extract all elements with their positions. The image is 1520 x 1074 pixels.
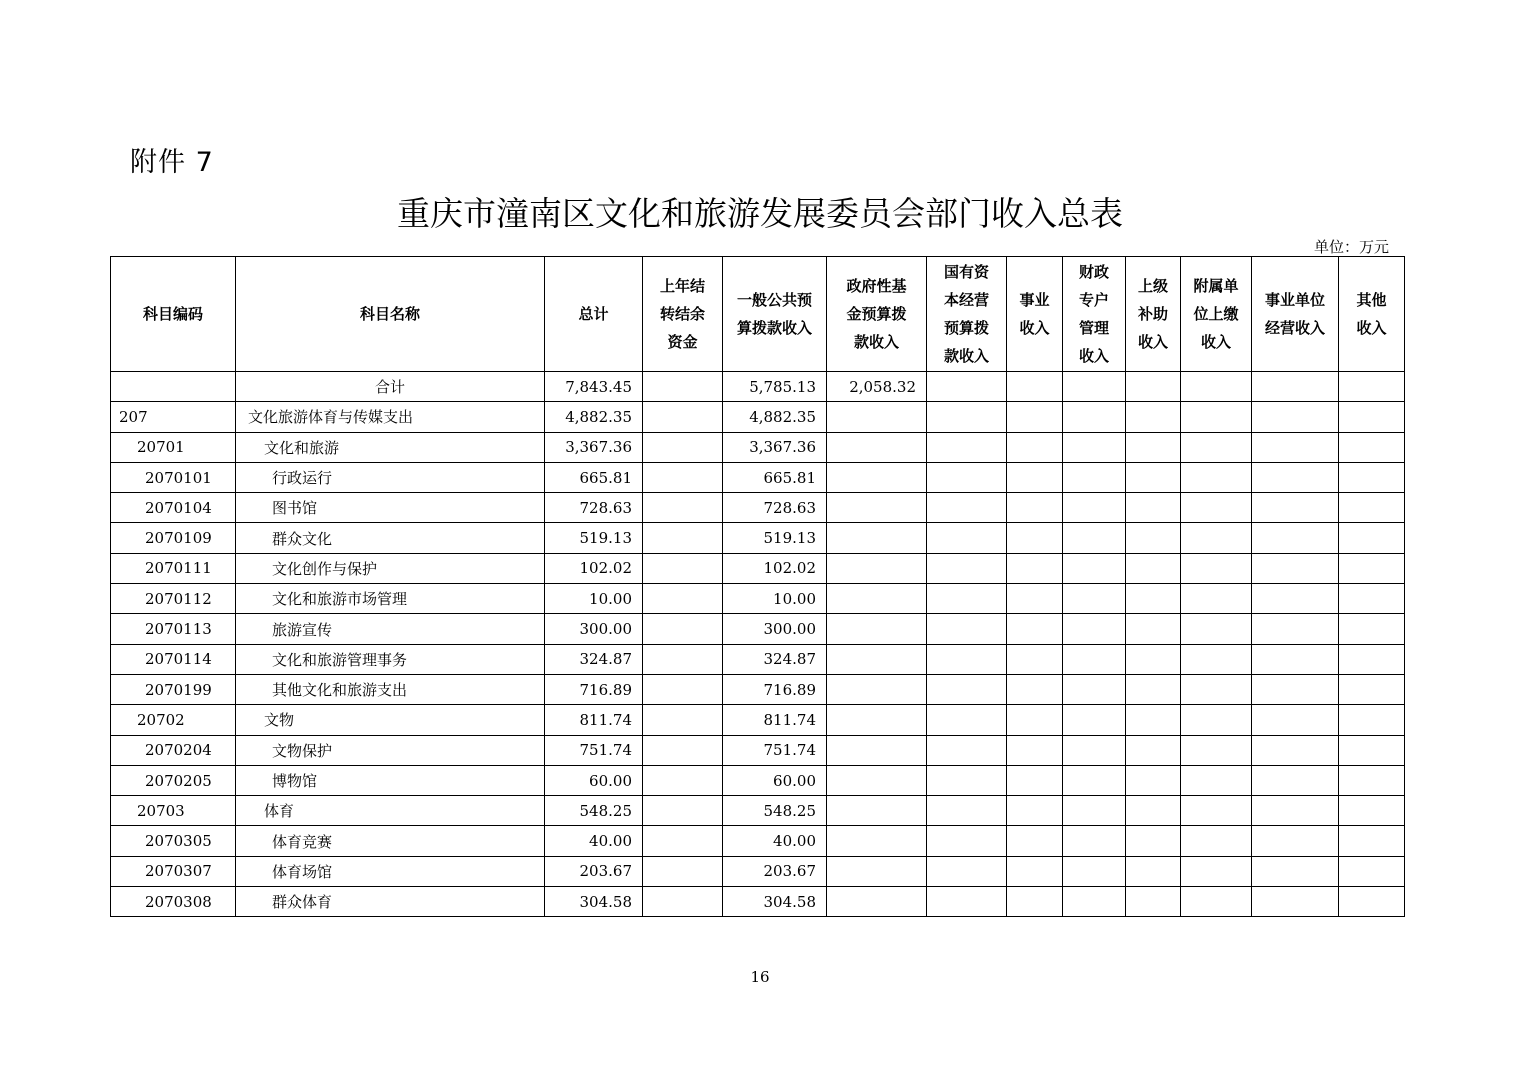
row-business-income: [1007, 856, 1063, 886]
row-general-budget: 751.74: [723, 735, 827, 765]
row-operating-income: [1252, 462, 1339, 492]
subject-code: 20703: [111, 796, 236, 826]
row-fiscal-account: [1063, 584, 1126, 614]
total-row: [111, 372, 1405, 402]
row-affiliate-income: [1181, 462, 1252, 492]
row-other-income: [1339, 432, 1405, 462]
table-row: [111, 614, 1405, 644]
row-state-capital: [927, 553, 1007, 583]
row-general-budget: 665.81: [723, 462, 827, 492]
row-gov-fund: [827, 887, 927, 917]
row-other-income: [1339, 523, 1405, 553]
table-row: [111, 523, 1405, 553]
row-total: 548.25: [545, 796, 643, 826]
row-superior-subsidy: [1126, 614, 1181, 644]
subject-code: 207: [111, 402, 236, 432]
row-gov-fund: [827, 735, 927, 765]
row-fiscal-account: [1063, 614, 1126, 644]
row-carryover: [643, 705, 723, 735]
row-operating-income: [1252, 432, 1339, 462]
subject-name: 文物保护: [236, 735, 545, 765]
row-state-capital: [927, 705, 1007, 735]
row-superior-subsidy: [1126, 674, 1181, 704]
table-row: [111, 402, 1405, 432]
row-superior-subsidy: [1126, 735, 1181, 765]
table-row: [111, 887, 1405, 917]
row-affiliate-income: [1181, 644, 1252, 674]
row-fiscal-account: [1063, 735, 1126, 765]
row-total: 4,882.35: [545, 402, 643, 432]
row-general-budget: 519.13: [723, 523, 827, 553]
row-state-capital: [927, 856, 1007, 886]
subject-name: 群众体育: [236, 887, 545, 917]
table-row: [111, 674, 1405, 704]
row-affiliate-income: [1181, 493, 1252, 523]
row-state-capital: [927, 826, 1007, 856]
row-other-income: [1339, 735, 1405, 765]
subject-code: 2070205: [111, 765, 236, 795]
row-operating-income: [1252, 523, 1339, 553]
row-general-budget: 716.89: [723, 674, 827, 704]
row-operating-income: [1252, 553, 1339, 583]
header-fiscal-account: 财政专户管理收入: [1063, 257, 1126, 372]
row-gov-fund: [827, 584, 927, 614]
row-fiscal-account: [1063, 826, 1126, 856]
subject-code: 2070308: [111, 887, 236, 917]
row-gov-fund: [827, 796, 927, 826]
row-total: 716.89: [545, 674, 643, 704]
row-gov-fund: [827, 826, 927, 856]
row-affiliate-income: [1181, 856, 1252, 886]
subject-code: 2070204: [111, 735, 236, 765]
row-total: 203.67: [545, 856, 643, 886]
total-general-budget: 5,785.13: [723, 372, 827, 402]
row-total: 3,367.36: [545, 432, 643, 462]
subject-code: 2070199: [111, 674, 236, 704]
row-carryover: [643, 856, 723, 886]
row-business-income: [1007, 402, 1063, 432]
row-state-capital: [927, 674, 1007, 704]
subject-name: 文化和旅游市场管理: [236, 584, 545, 614]
header-superior-subsidy: 上级补助收入: [1126, 257, 1181, 372]
row-carryover: [643, 553, 723, 583]
row-total: 728.63: [545, 493, 643, 523]
row-general-budget: 60.00: [723, 765, 827, 795]
table-header-row: [111, 257, 1405, 372]
header-state-capital: 国有资本经营预算拨款收入: [927, 257, 1007, 372]
table-row: [111, 796, 1405, 826]
row-operating-income: [1252, 887, 1339, 917]
row-affiliate-income: [1181, 826, 1252, 856]
table-row: [111, 432, 1405, 462]
row-total: 811.74: [545, 705, 643, 735]
row-state-capital: [927, 462, 1007, 492]
table-row: [111, 705, 1405, 735]
row-general-budget: 811.74: [723, 705, 827, 735]
subject-name: 博物馆: [236, 765, 545, 795]
row-affiliate-income: [1181, 553, 1252, 583]
row-business-income: [1007, 553, 1063, 583]
row-general-budget: 300.00: [723, 614, 827, 644]
row-state-capital: [927, 493, 1007, 523]
row-business-income: [1007, 584, 1063, 614]
row-gov-fund: [827, 765, 927, 795]
row-superior-subsidy: [1126, 493, 1181, 523]
total-code: [111, 372, 236, 402]
row-affiliate-income: [1181, 402, 1252, 432]
row-business-income: [1007, 887, 1063, 917]
row-state-capital: [927, 584, 1007, 614]
row-general-budget: 40.00: [723, 826, 827, 856]
table-row: [111, 462, 1405, 492]
row-general-budget: 728.63: [723, 493, 827, 523]
attachment-label: 附件 7: [130, 147, 214, 178]
subject-code: 2070305: [111, 826, 236, 856]
header-business-income: 事业收入: [1007, 257, 1063, 372]
row-other-income: [1339, 674, 1405, 704]
subject-name: 图书馆: [236, 493, 545, 523]
row-other-income: [1339, 644, 1405, 674]
row-gov-fund: [827, 553, 927, 583]
row-superior-subsidy: [1126, 402, 1181, 432]
subject-code: 20702: [111, 705, 236, 735]
subject-name: 文化旅游体育与传媒支出: [236, 402, 545, 432]
row-other-income: [1339, 462, 1405, 492]
row-business-income: [1007, 674, 1063, 704]
subject-name: 群众文化: [236, 523, 545, 553]
row-general-budget: 548.25: [723, 796, 827, 826]
row-operating-income: [1252, 705, 1339, 735]
subject-code: 2070111: [111, 553, 236, 583]
subject-name: 体育场馆: [236, 856, 545, 886]
header-total: 总计: [545, 257, 643, 372]
row-operating-income: [1252, 796, 1339, 826]
row-other-income: [1339, 493, 1405, 523]
row-state-capital: [927, 644, 1007, 674]
subject-code: 2070307: [111, 856, 236, 886]
row-operating-income: [1252, 856, 1339, 886]
row-other-income: [1339, 584, 1405, 614]
row-business-income: [1007, 705, 1063, 735]
row-carryover: [643, 584, 723, 614]
row-business-income: [1007, 523, 1063, 553]
header-subject-name: 科目名称: [236, 257, 545, 372]
row-operating-income: [1252, 644, 1339, 674]
row-gov-fund: [827, 523, 927, 553]
row-carryover: [643, 796, 723, 826]
row-superior-subsidy: [1126, 462, 1181, 492]
row-other-income: [1339, 826, 1405, 856]
subject-code: 2070109: [111, 523, 236, 553]
table-row: [111, 644, 1405, 674]
row-state-capital: [927, 432, 1007, 462]
subject-name: 文化和旅游管理事务: [236, 644, 545, 674]
row-state-capital: [927, 887, 1007, 917]
row-affiliate-income: [1181, 432, 1252, 462]
row-business-income: [1007, 493, 1063, 523]
row-gov-fund: [827, 705, 927, 735]
subject-name: 体育竞赛: [236, 826, 545, 856]
row-superior-subsidy: [1126, 705, 1181, 735]
total-label: 合计: [236, 372, 545, 402]
row-gov-fund: [827, 493, 927, 523]
row-fiscal-account: [1063, 887, 1126, 917]
table-row: [111, 584, 1405, 614]
income-summary-table: [110, 256, 1405, 917]
subject-code: 2070101: [111, 462, 236, 492]
row-gov-fund: [827, 432, 927, 462]
row-carryover: [643, 735, 723, 765]
header-carryover: 上年结转结余资金: [643, 257, 723, 372]
row-superior-subsidy: [1126, 553, 1181, 583]
row-total: 751.74: [545, 735, 643, 765]
row-affiliate-income: [1181, 765, 1252, 795]
header-subject-code: 科目编码: [111, 257, 236, 372]
row-superior-subsidy: [1126, 432, 1181, 462]
row-fiscal-account: [1063, 493, 1126, 523]
unit-label: 单位：万元: [1313, 238, 1389, 256]
row-operating-income: [1252, 735, 1339, 765]
row-total: 60.00: [545, 765, 643, 795]
table-row: [111, 493, 1405, 523]
row-other-income: [1339, 553, 1405, 583]
row-total: 10.00: [545, 584, 643, 614]
row-business-income: [1007, 735, 1063, 765]
subject-code: 20701: [111, 432, 236, 462]
row-carryover: [643, 432, 723, 462]
row-state-capital: [927, 614, 1007, 644]
row-total: 40.00: [545, 826, 643, 856]
row-operating-income: [1252, 493, 1339, 523]
row-fiscal-account: [1063, 402, 1126, 432]
row-fiscal-account: [1063, 705, 1126, 735]
header-gov-fund: 政府性基金预算拨款收入: [827, 257, 927, 372]
table-row: [111, 735, 1405, 765]
row-carryover: [643, 765, 723, 795]
row-business-income: [1007, 462, 1063, 492]
header-general-budget: 一般公共预算拨款收入: [723, 257, 827, 372]
row-total: 324.87: [545, 644, 643, 674]
row-superior-subsidy: [1126, 584, 1181, 614]
row-total: 519.13: [545, 523, 643, 553]
row-fiscal-account: [1063, 765, 1126, 795]
subject-name: 其他文化和旅游支出: [236, 674, 545, 704]
row-operating-income: [1252, 584, 1339, 614]
row-carryover: [643, 493, 723, 523]
row-affiliate-income: [1181, 614, 1252, 644]
row-other-income: [1339, 887, 1405, 917]
row-affiliate-income: [1181, 735, 1252, 765]
row-affiliate-income: [1181, 523, 1252, 553]
header-affiliate-income: 附属单位上缴收入: [1181, 257, 1252, 372]
subject-name: 文物: [236, 705, 545, 735]
row-carryover: [643, 462, 723, 492]
row-superior-subsidy: [1126, 826, 1181, 856]
subject-name: 旅游宣传: [236, 614, 545, 644]
subject-name: 文化创作与保护: [236, 553, 545, 583]
total-total: 7,843.45: [545, 372, 643, 402]
row-general-budget: 203.67: [723, 856, 827, 886]
subject-name: 行政运行: [236, 462, 545, 492]
row-superior-subsidy: [1126, 523, 1181, 553]
row-business-income: [1007, 826, 1063, 856]
row-superior-subsidy: [1126, 644, 1181, 674]
row-state-capital: [927, 735, 1007, 765]
subject-code: 2070104: [111, 493, 236, 523]
row-operating-income: [1252, 402, 1339, 432]
row-fiscal-account: [1063, 674, 1126, 704]
row-other-income: [1339, 614, 1405, 644]
row-fiscal-account: [1063, 644, 1126, 674]
subject-code: 2070112: [111, 584, 236, 614]
row-gov-fund: [827, 674, 927, 704]
row-total: 304.58: [545, 887, 643, 917]
total-gov-fund: 2,058.32: [827, 372, 927, 402]
row-gov-fund: [827, 644, 927, 674]
row-state-capital: [927, 523, 1007, 553]
table-row: [111, 826, 1405, 856]
row-affiliate-income: [1181, 705, 1252, 735]
row-gov-fund: [827, 402, 927, 432]
row-carryover: [643, 402, 723, 432]
row-operating-income: [1252, 765, 1339, 795]
row-total: 102.02: [545, 553, 643, 583]
row-other-income: [1339, 796, 1405, 826]
subject-code: 2070113: [111, 614, 236, 644]
row-affiliate-income: [1181, 674, 1252, 704]
row-carryover: [643, 674, 723, 704]
row-other-income: [1339, 856, 1405, 886]
row-other-income: [1339, 765, 1405, 795]
row-gov-fund: [827, 462, 927, 492]
row-carryover: [643, 644, 723, 674]
row-gov-fund: [827, 856, 927, 886]
row-general-budget: 3,367.36: [723, 432, 827, 462]
row-business-income: [1007, 644, 1063, 674]
row-superior-subsidy: [1126, 765, 1181, 795]
row-affiliate-income: [1181, 584, 1252, 614]
row-fiscal-account: [1063, 553, 1126, 583]
row-superior-subsidy: [1126, 796, 1181, 826]
row-general-budget: 304.58: [723, 887, 827, 917]
row-affiliate-income: [1181, 887, 1252, 917]
row-general-budget: 4,882.35: [723, 402, 827, 432]
row-general-budget: 10.00: [723, 584, 827, 614]
row-superior-subsidy: [1126, 887, 1181, 917]
row-gov-fund: [827, 614, 927, 644]
table-row: [111, 856, 1405, 886]
row-general-budget: 102.02: [723, 553, 827, 583]
row-state-capital: [927, 765, 1007, 795]
row-state-capital: [927, 402, 1007, 432]
row-superior-subsidy: [1126, 856, 1181, 886]
row-carryover: [643, 523, 723, 553]
row-fiscal-account: [1063, 462, 1126, 492]
table-row: [111, 553, 1405, 583]
row-state-capital: [927, 796, 1007, 826]
row-fiscal-account: [1063, 856, 1126, 886]
page-title: 重庆市潼南区文化和旅游发展委员会部门收入总表: [397, 194, 1123, 233]
row-affiliate-income: [1181, 796, 1252, 826]
row-carryover: [643, 887, 723, 917]
page-number: 16: [750, 968, 770, 986]
row-fiscal-account: [1063, 796, 1126, 826]
row-business-income: [1007, 614, 1063, 644]
row-general-budget: 324.87: [723, 644, 827, 674]
table-row: [111, 765, 1405, 795]
row-business-income: [1007, 765, 1063, 795]
row-operating-income: [1252, 674, 1339, 704]
row-business-income: [1007, 432, 1063, 462]
subject-name: 体育: [236, 796, 545, 826]
row-carryover: [643, 826, 723, 856]
row-fiscal-account: [1063, 432, 1126, 462]
row-other-income: [1339, 402, 1405, 432]
row-other-income: [1339, 705, 1405, 735]
row-carryover: [643, 614, 723, 644]
row-total: 300.00: [545, 614, 643, 644]
header-operating-income: 事业单位经营收入: [1252, 257, 1339, 372]
row-operating-income: [1252, 614, 1339, 644]
header-other-income: 其他收入: [1339, 257, 1405, 372]
row-fiscal-account: [1063, 523, 1126, 553]
row-operating-income: [1252, 826, 1339, 856]
row-business-income: [1007, 796, 1063, 826]
subject-code: 2070114: [111, 644, 236, 674]
subject-name: 文化和旅游: [236, 432, 545, 462]
row-total: 665.81: [545, 462, 643, 492]
